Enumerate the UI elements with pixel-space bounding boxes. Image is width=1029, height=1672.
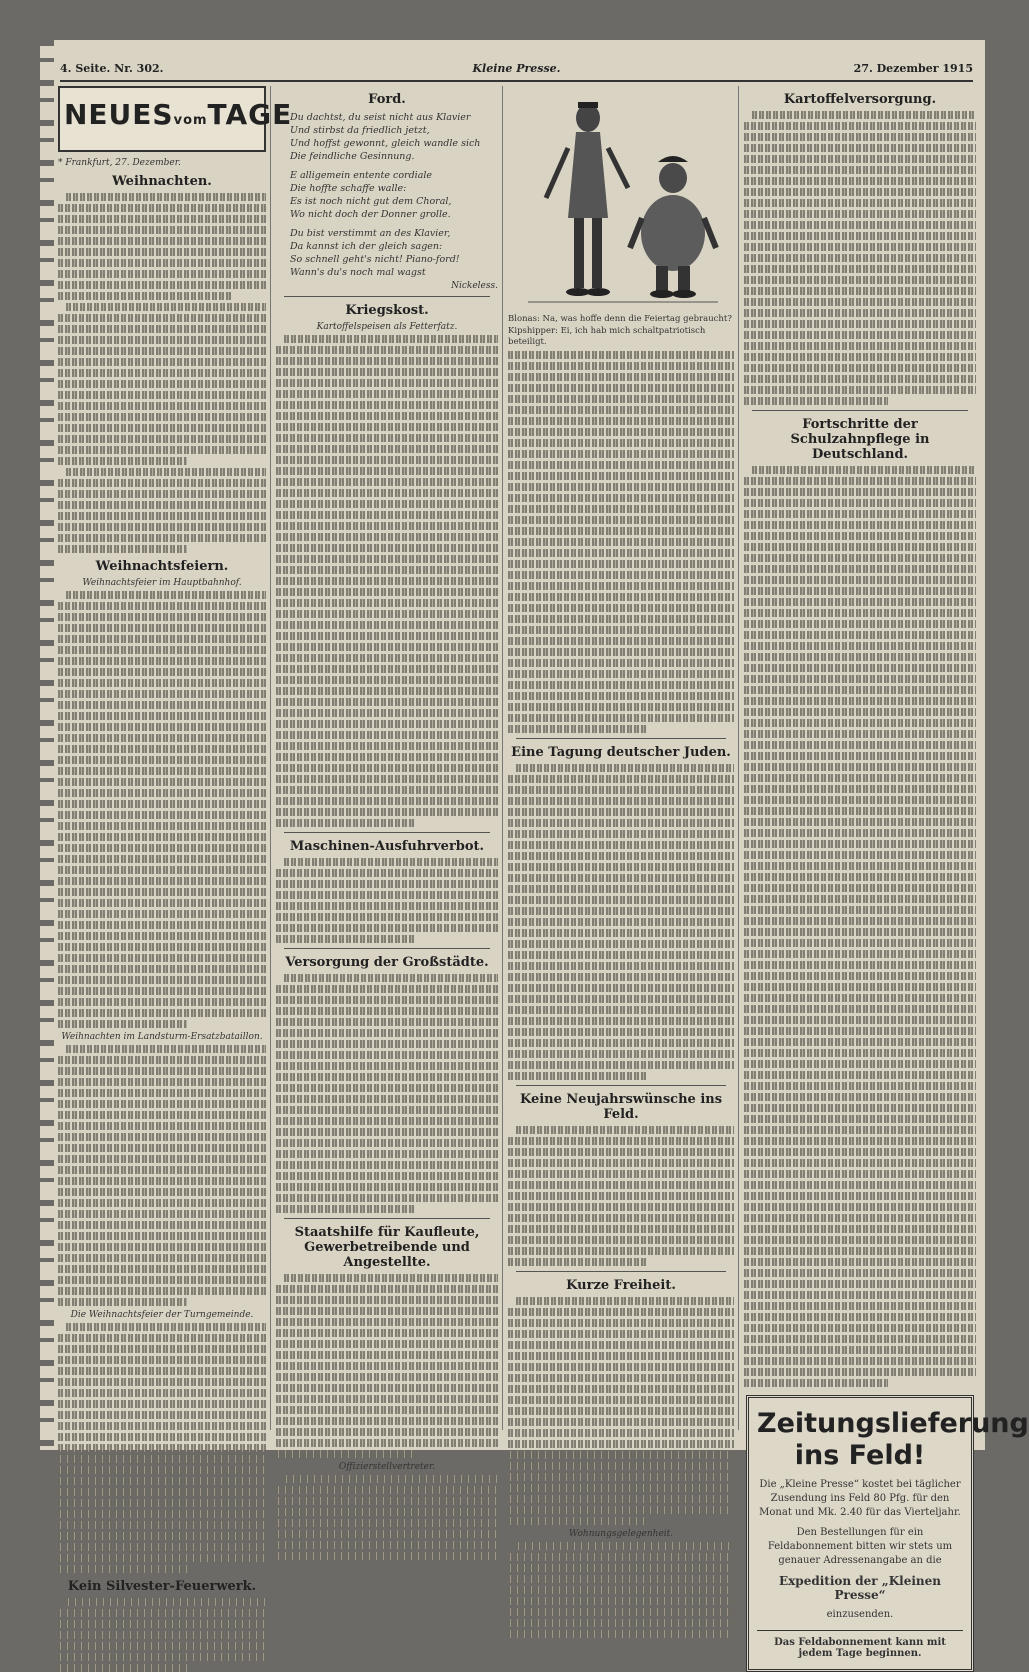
article-subheading: Wohnungsgelegenheit. <box>568 1529 674 1539</box>
divider <box>284 948 490 949</box>
article-heading: Kriegskost. <box>345 303 429 318</box>
divider <box>284 832 490 833</box>
article-heading: Versorgung der Großstädte. <box>285 955 489 970</box>
article-heading: Kurze Freiheit. <box>566 1278 676 1293</box>
divider <box>284 1218 490 1219</box>
advert-title: Zeitungslieferung ins Feld! <box>757 1408 1029 1471</box>
section-logo: NEUESvomTAGE <box>58 86 266 152</box>
article-subheading: Weihnachten im Landsturm-Ersatzbataillon. <box>61 1032 263 1042</box>
column-divider <box>738 86 739 1430</box>
advert-expedition: Expedition der „Kleinen Presse“ <box>779 1574 941 1602</box>
article-heading: Keine Neujahrswünsche ins Feld. <box>519 1092 723 1122</box>
divider <box>516 738 726 739</box>
issue-date: 27. Dezember 1915 <box>853 62 973 75</box>
newspaper-name: Kleine Presse. <box>472 62 561 75</box>
column-3 <box>508 86 734 1539</box>
advert-price-text: Die „Kleine Presse“ kostet bei täglicher Zusendung ins Feld 80 Pfg. für den Monat und Mk. 2.40 für das Vierteljahr. <box>759 1479 961 1518</box>
poem: Du dachtst, du seist nicht aus Klavier Und stirbst da friedlich jetzt, Und hoffst gewonnt, gleich wandle sich Die feindliche Gesinnung. E alligemein entente cordiale Die hoffte schaffe walle: Es ist noch nicht gut dem Choral, Wo nicht doch der Donner grolle. Du bist verstimmt an des Klavier, Da kannst ich der gleich sagen: So schnell geht's nicht! Piano-ford! Wann's du's noch mal wagst <box>290 112 481 278</box>
divider <box>752 410 968 411</box>
page-header <box>60 62 973 82</box>
dateline: * Frankfurt, 27. Dezember. <box>58 158 181 168</box>
advert-send-text: einzusenden. <box>826 1609 894 1620</box>
column-divider <box>270 86 271 1430</box>
column-2 <box>276 86 498 1472</box>
subscription-advert <box>746 1395 1029 1672</box>
divider <box>284 296 490 297</box>
article-heading: Ford. <box>368 92 406 107</box>
divider <box>516 1271 726 1272</box>
divider <box>516 1085 726 1086</box>
advert-footer: Das Feldabonnement kann mit jedem Tage beginnen. <box>757 1630 963 1659</box>
article-heading: Eine Tagung deutscher Juden. <box>511 745 731 760</box>
article-heading: Kein Silvester-Feuerwerk. <box>67 1579 257 1594</box>
article-heading: Weihnachtsfeiern. <box>95 559 229 574</box>
column-1 <box>58 86 293 1594</box>
advert-order-text: Den Bestellungen für ein Feldabonnement bitten wir stets um genauer Adressenangabe an die <box>767 1527 953 1566</box>
cartoon-dialog-line: Blonas: Na, was hoffe denn die Feiertag gebraucht? <box>508 314 732 324</box>
article-subheading: Weihnachtsfeier im Hauptbahnhof. <box>82 578 242 588</box>
article-heading: Weihnachten. <box>112 174 212 189</box>
article-heading: Fortschritte der Schulzahnpflege in Deutschland. <box>790 417 930 462</box>
article-subheading: Offizierstellvertreter. <box>338 1462 436 1472</box>
article-heading: Maschinen-Ausfuhrverbot. <box>289 839 485 854</box>
column-4 <box>744 86 1029 1659</box>
cartoon-dialog-line: Kipshipper: Ei, ich hab mich schaltpatriotisch beteiligt. <box>508 326 706 347</box>
cartoon-illustration <box>508 88 734 308</box>
article-subheading: Kartoffelspeisen als Fetterfatz. <box>316 322 458 332</box>
article-subheading: Die Weihnachtsfeier der Turngemeinde. <box>70 1310 254 1320</box>
newspaper-page <box>40 40 1029 1659</box>
article-heading: Staatshilfe für Kaufleute, Gewerbetreibende und Angestellte. <box>294 1225 480 1270</box>
poem-signature: Nickeless. <box>451 281 498 291</box>
column-divider <box>502 86 503 1430</box>
article-heading: Kartoffelversorgung. <box>783 92 937 107</box>
page-number: 4. Seite. Nr. 302. <box>60 62 164 75</box>
